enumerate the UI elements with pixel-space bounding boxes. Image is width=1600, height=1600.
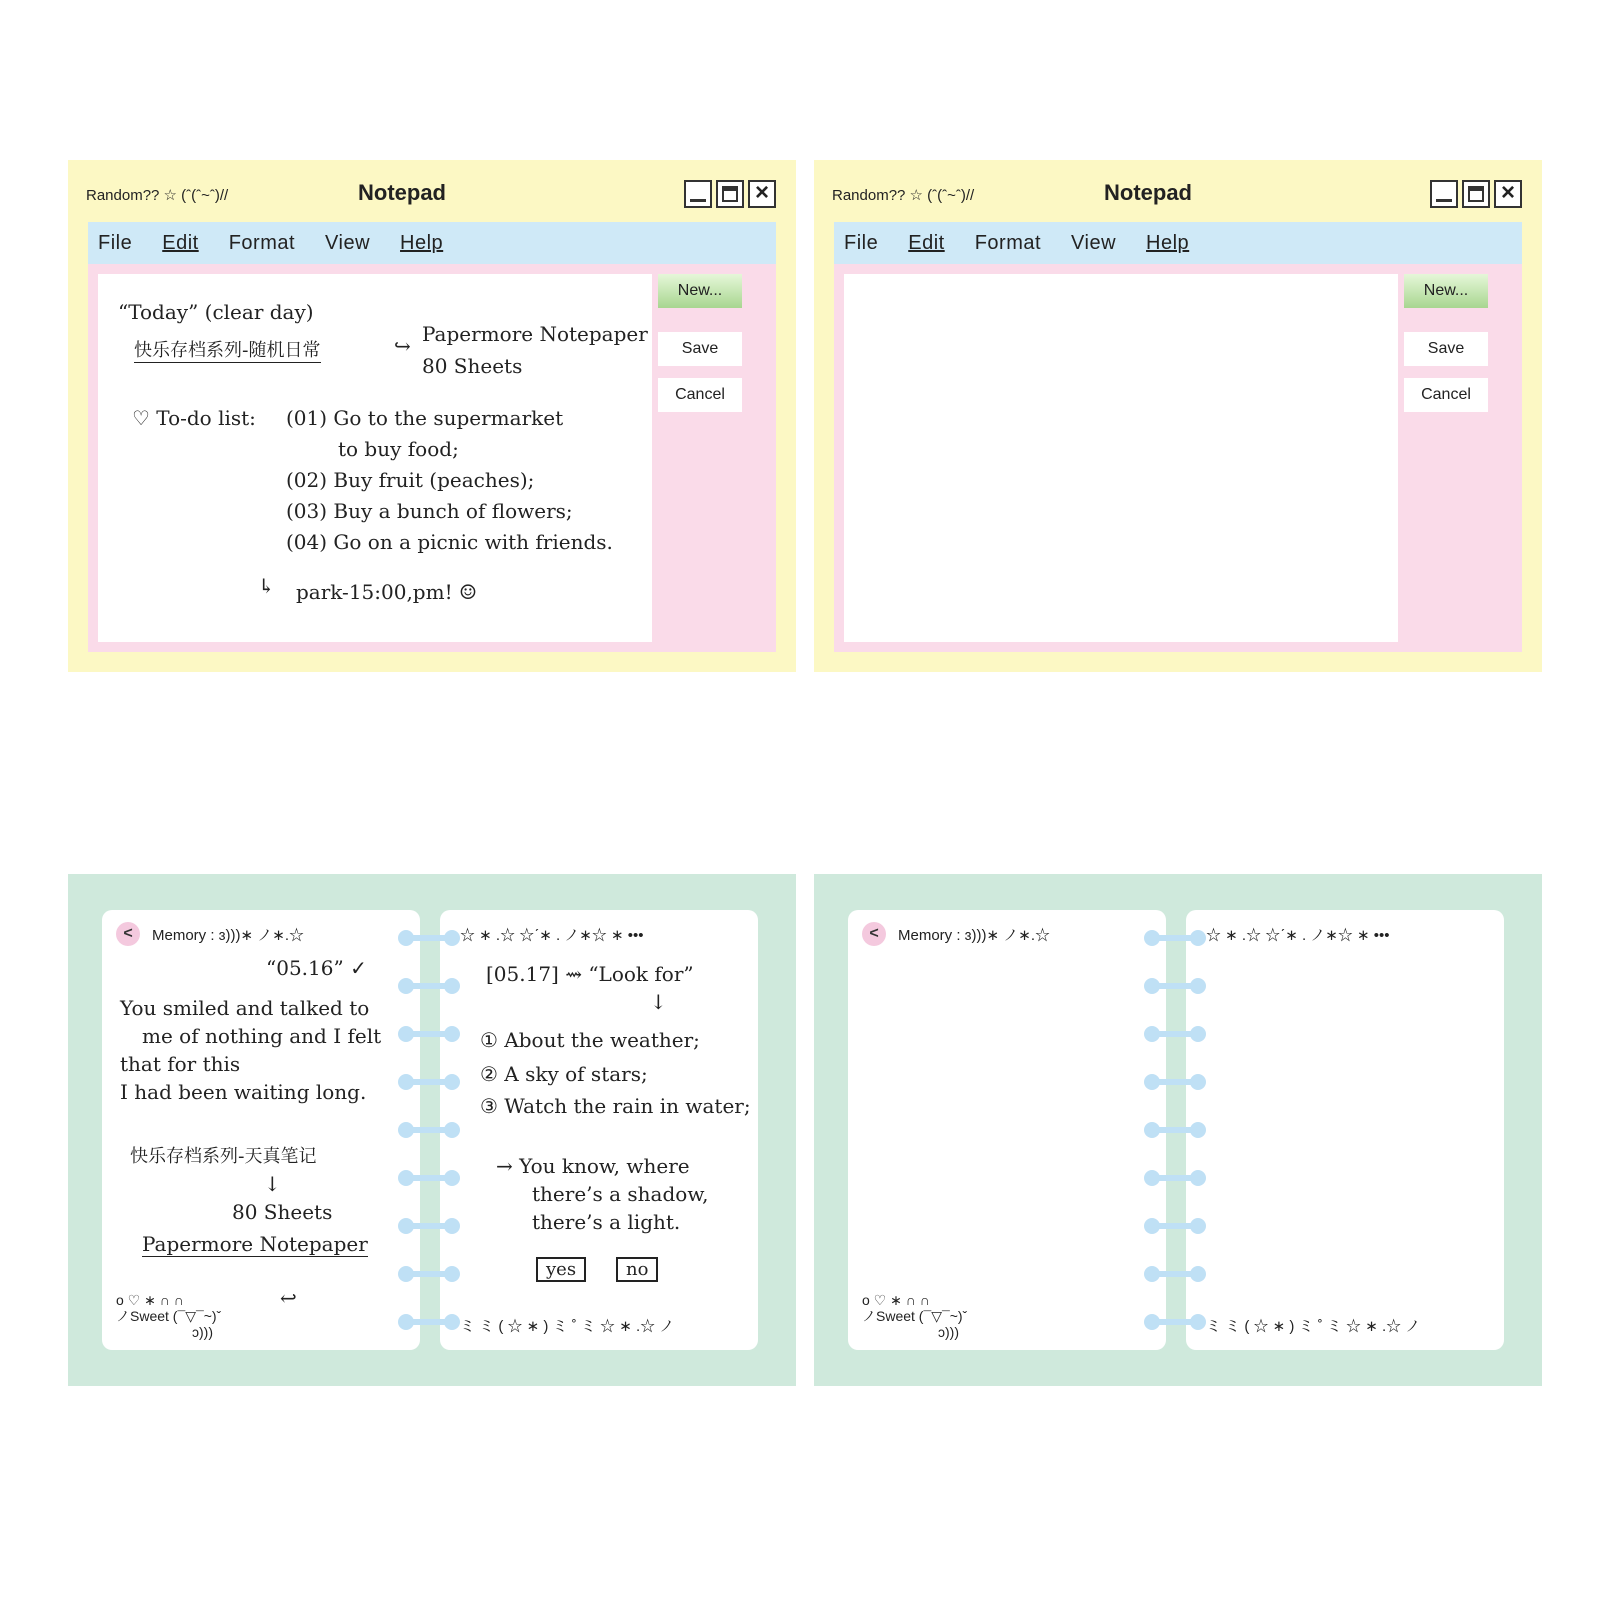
memory-quote-3: there’s a light. [532, 1210, 681, 1234]
memory-right-page[interactable] [1186, 910, 1504, 1350]
menu-file[interactable]: File [844, 231, 879, 254]
memory-item-2: ② A sky of stars; [480, 1062, 648, 1086]
memory-notebook-filled [68, 874, 796, 1386]
binder-ring [1144, 978, 1206, 994]
memory-line-4: I had been waiting long. [120, 1080, 367, 1104]
note-footer: park-15:00,pm! ☺ [296, 580, 477, 604]
binder-ring [398, 1122, 460, 1138]
memory-brand: Papermore Notepaper [142, 1232, 368, 1256]
notepad-window-filled [68, 160, 796, 672]
binder-ring [398, 930, 460, 946]
binder-ring [398, 1266, 460, 1282]
curl-arrow-icon: ↩ [280, 1286, 297, 1310]
menu-bar [88, 222, 776, 264]
menu-bar [834, 222, 1522, 264]
binder-ring [1144, 1074, 1206, 1090]
menu-edit[interactable]: Edit [162, 231, 199, 254]
notepad-title: Notepad [1104, 180, 1192, 205]
no-box[interactable] [616, 1256, 658, 1282]
memory-header: Memory : ɜ)))∗ ノ∗.☆ [152, 927, 305, 944]
binder-ring [1144, 1122, 1206, 1138]
menu-help[interactable]: Help [1146, 231, 1190, 254]
note-paper[interactable] [98, 274, 652, 642]
new-button[interactable]: New... [1404, 274, 1488, 308]
minimize-icon[interactable] [1430, 180, 1458, 208]
minimize-icon[interactable] [684, 180, 712, 208]
binder-ring [398, 978, 460, 994]
memory-date-right: [05.17] ⇝ “Look for” [486, 962, 694, 986]
stars-bottom: ミ ミ ( ☆ ∗ ) ミ ˚ ミ ☆ ∗ .☆ ノ [460, 1318, 675, 1335]
close-icon[interactable]: × [1494, 180, 1522, 208]
menu-file[interactable]: File [98, 231, 133, 254]
memory-quote-1: → You know, where [496, 1154, 690, 1178]
memory-series: 快乐存档系列-天真笔记 [130, 1146, 317, 1167]
note-paper-blank[interactable] [844, 274, 1398, 642]
binder-ring [1144, 930, 1206, 946]
todo-item-2: (02) Buy fruit (peaches); [286, 468, 535, 492]
back-icon[interactable]: < [862, 922, 886, 946]
todo-label: ♡ To-do list: [132, 406, 256, 430]
todo-item-1: (01) Go to the supermarket [286, 406, 564, 430]
menu-view[interactable]: View [1071, 231, 1117, 254]
window-controls [684, 180, 776, 208]
menu-help[interactable]: Help [400, 231, 444, 254]
binder-ring [398, 1218, 460, 1234]
window-controls [1430, 180, 1522, 208]
menu-edit[interactable]: Edit [908, 231, 945, 254]
new-button[interactable]: New... [658, 274, 742, 308]
binder-ring [398, 1314, 460, 1330]
memory-left-page[interactable] [848, 910, 1166, 1350]
kaomoji-line-3: ɔ))) [192, 1324, 213, 1340]
save-button[interactable]: Save [658, 332, 742, 366]
notepad-body [834, 264, 1522, 652]
menu-format[interactable]: Format [228, 231, 296, 254]
binder-ring [1144, 1026, 1206, 1042]
note-series: 快乐存档系列-随机日常 [134, 336, 321, 363]
note-sheets: 80 Sheets [422, 354, 523, 378]
memory-item-3: ③ Watch the rain in water; [480, 1094, 751, 1118]
kaomoji-sweet [862, 1292, 967, 1340]
maximize-icon[interactable] [1462, 180, 1490, 208]
cancel-button[interactable]: Cancel [1404, 378, 1488, 412]
stars-bottom: ミ ミ ( ☆ ∗ ) ミ ˚ ミ ☆ ∗ .☆ ノ [1206, 1318, 1421, 1335]
notepad-body [88, 264, 776, 652]
memory-line-1: You smiled and talked to [120, 996, 370, 1020]
memory-quote-2: there’s a shadow, [532, 1182, 709, 1206]
notepad-small-title: Random?? ☆ (ˆ(ˆ~ˆ)// [832, 187, 975, 204]
memory-right-arrow-icon: ↓ [650, 990, 667, 1014]
memory-line-3: that for this [120, 1052, 241, 1076]
save-button[interactable]: Save [1404, 332, 1488, 366]
menu-view[interactable]: View [325, 231, 371, 254]
notepad-window-blank [814, 160, 1542, 672]
kaomoji-sweet [116, 1292, 221, 1340]
binder-ring [1144, 1314, 1206, 1330]
binder-ring [1144, 1170, 1206, 1186]
close-icon[interactable]: × [748, 180, 776, 208]
memory-arrow-down-icon: ↓ [264, 1172, 281, 1196]
note-arrow-icon: ↪ [394, 334, 411, 358]
notepad-title: Notepad [358, 180, 446, 205]
stars-top: ☆ ∗ .☆ ☆ˊ∗ . ノ∗☆ ∗ ••• [1206, 927, 1390, 944]
memory-item-1: ① About the weather; [480, 1028, 700, 1052]
note-today: “Today” (clear day) [118, 300, 314, 324]
memory-sheets: 80 Sheets [232, 1200, 333, 1224]
todo-item-4: (04) Go on a picnic with friends. [286, 530, 613, 554]
yes-box[interactable] [536, 1256, 586, 1282]
kaomoji-line-1: o ♡ ∗ ∩ ∩ [862, 1292, 930, 1308]
kaomoji-line-1: o ♡ ∗ ∩ ∩ [116, 1292, 184, 1308]
menu-format[interactable]: Format [974, 231, 1042, 254]
memory-notebook-blank [814, 874, 1542, 1386]
no-label: no [616, 1257, 658, 1282]
binder-ring [1144, 1266, 1206, 1282]
cancel-button[interactable]: Cancel [658, 378, 742, 412]
stars-top: ☆ ∗ .☆ ☆ˊ∗ . ノ∗☆ ∗ ••• [460, 927, 644, 944]
kaomoji-line-2: ノSweet (¯▽¯~)ˇ [116, 1308, 222, 1324]
todo-item-1b: to buy food; [338, 437, 459, 461]
maximize-icon[interactable] [716, 180, 744, 208]
memory-right-page [440, 910, 758, 1350]
note-brand: Papermore Notepaper [422, 322, 648, 346]
binder-ring [1144, 1218, 1206, 1234]
kaomoji-line-3: ɔ))) [938, 1324, 959, 1340]
binder-ring [398, 1170, 460, 1186]
yes-label: yes [536, 1257, 586, 1282]
todo-item-3: (03) Buy a bunch of flowers; [286, 499, 573, 523]
memory-header: Memory : ɜ)))∗ ノ∗.☆ [898, 927, 1051, 944]
memory-line-2: me of nothing and I felt [142, 1024, 382, 1048]
memory-date-left: “05.16” ✓ [266, 956, 367, 980]
notepad-small-title: Random?? ☆ (ˆ(ˆ~ˆ)// [86, 187, 229, 204]
kaomoji-line-2: ノSweet (¯▽¯~)ˇ [862, 1308, 968, 1324]
binder-ring [398, 1074, 460, 1090]
binder-ring [398, 1026, 460, 1042]
memory-left-page [102, 910, 420, 1350]
back-icon[interactable]: < [116, 922, 140, 946]
hook-arrow-icon: ↳ [258, 574, 275, 598]
